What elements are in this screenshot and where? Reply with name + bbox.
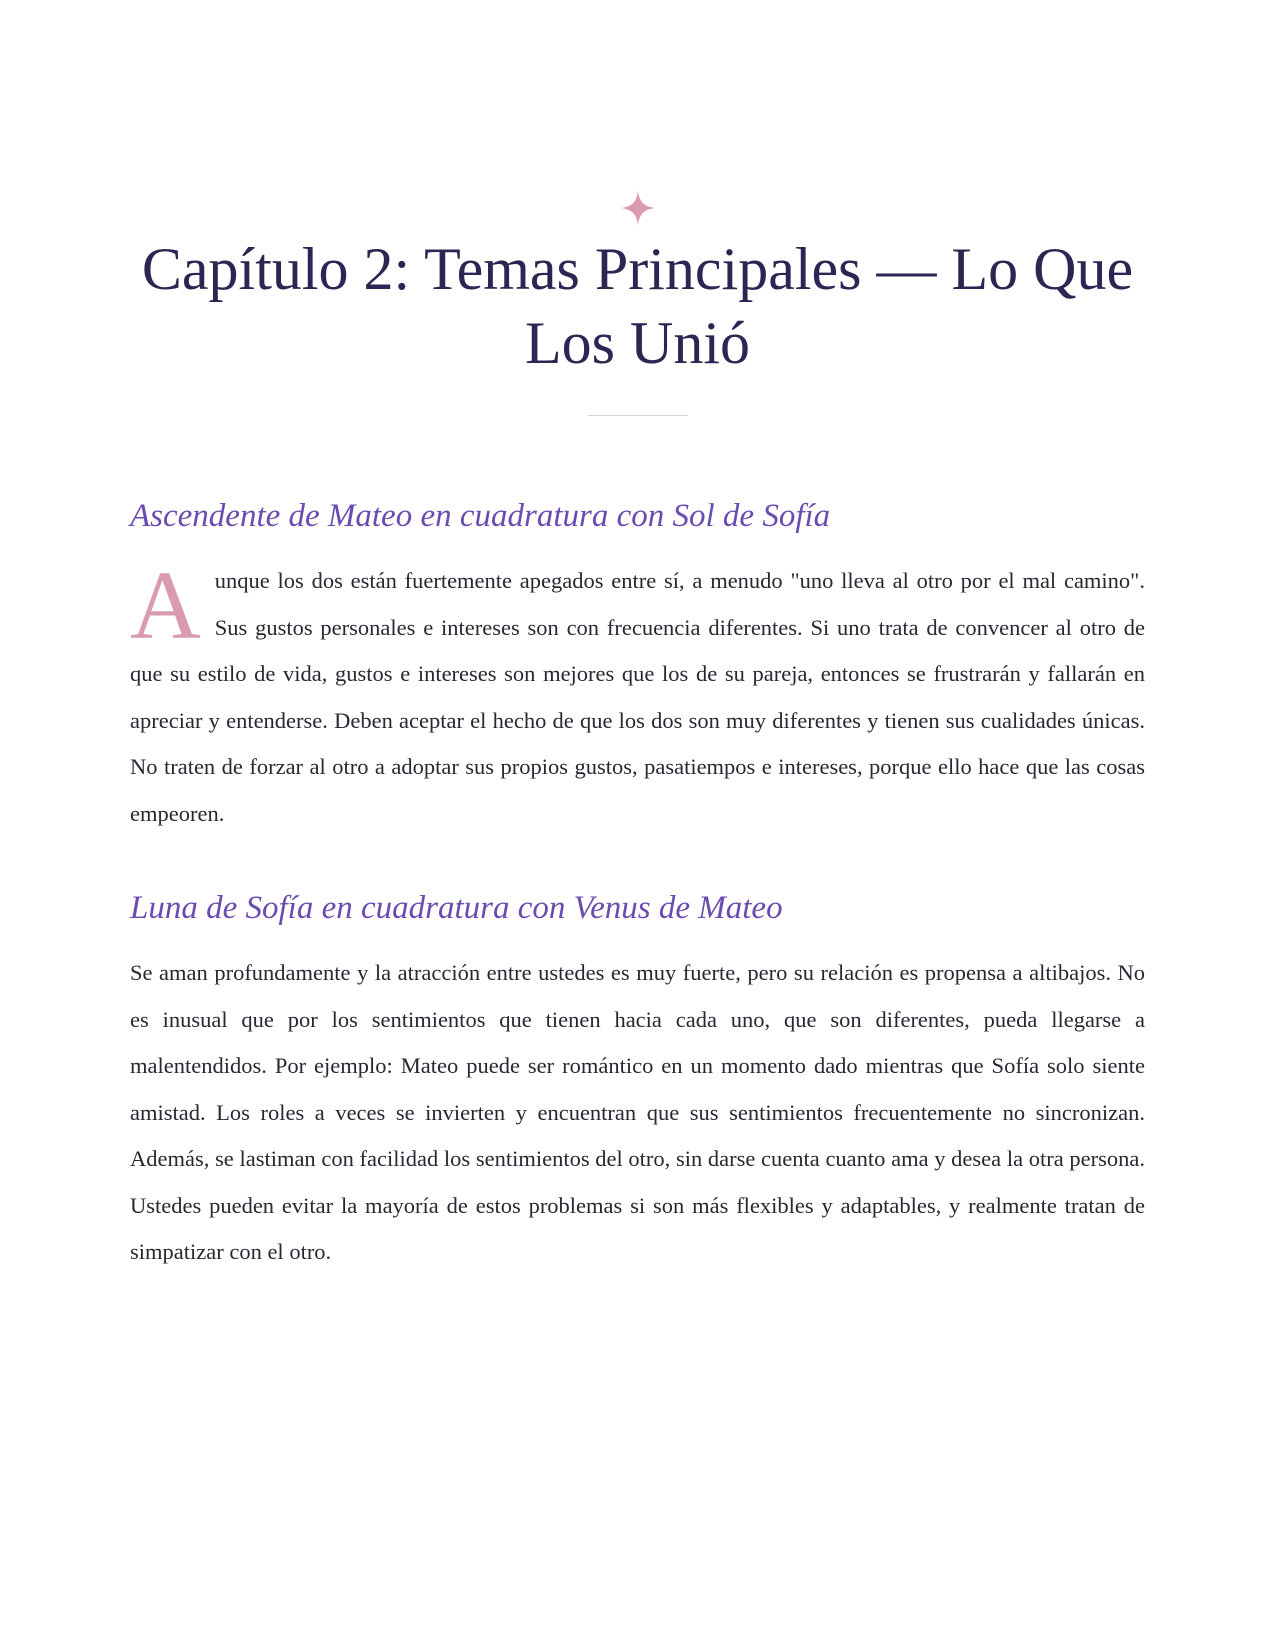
section-heading-luna: Luna de Sofía en cuadratura con Venus de Mateo [130, 890, 783, 926]
four-point-star-icon [620, 190, 656, 226]
section-body-ascendente [130, 552, 1145, 837]
chapter-title: Capítulo 2: Temas Principales — Lo Que Los Unió [141, 236, 1134, 376]
section-heading-ascendente: Ascendente de Mateo en cuadratura con Sol de Sofía [130, 498, 831, 534]
title-divider [588, 415, 688, 416]
drop-cap: A [130, 552, 201, 660]
section-body-text: unque los dos están fuertemente apegados entre sí, a menudo "uno lleva al otro por el mal camino". Sus gustos personales e intereses son con frecuencia diferentes. Si uno trata de convencer al otro de que su estilo de vida, gustos e intereses son mejores que los de su pareja, entonces se frustrarán y fallarán en apreciar y entenderse. Deben aceptar el hecho de que los dos son muy diferentes y tienen sus cualidades únicas. No traten de forzar al otro a adoptar sus propios gustos, pasatiempos e intereses, porque ello hace que las cosas empeoren. [130, 568, 1145, 826]
section-body-luna: Se aman profundamente y la atracción entre ustedes es muy fuerte, pero su relación es propensa a altibajos. No es inusual que por los sentimientos que tienen hacia cada uno, que son diferentes, pueda llegarse a malentendidos. Por ejemplo: Mateo puede ser romántico en un momento dado mientras que Sofía solo siente amistad. Los roles a veces se invierten y encuentran que sus sentimientos frecuentemente no sincronizan. Además, se lastiman con facilidad los sentimientos del otro, sin darse cuenta cuanto ama y desea la otra persona. Ustedes pueden evitar la mayoría de estos problemas si son más flexibles y adaptables, y realmente tratan de simpatizar con el otro. [130, 960, 1145, 1264]
